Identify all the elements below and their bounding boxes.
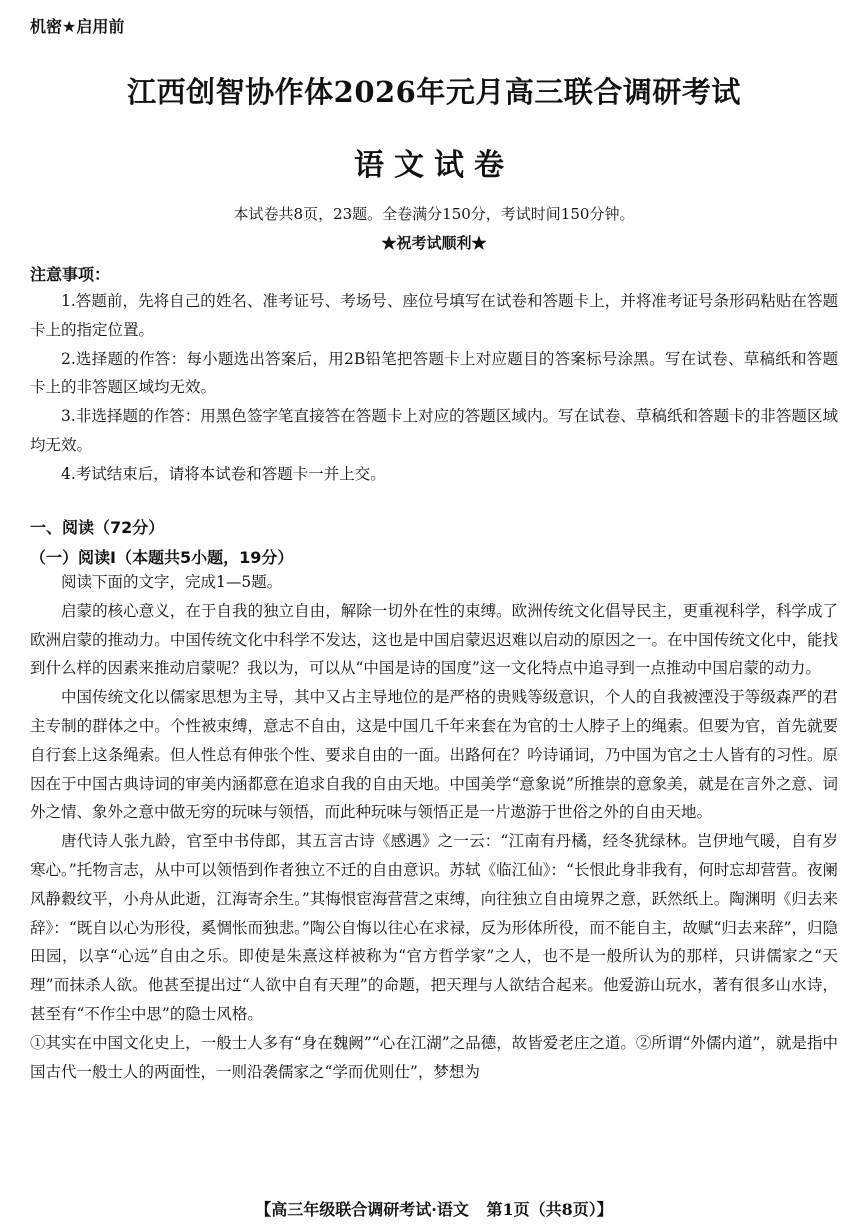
note-item: 1.答题前，先将自己的姓名、准考证号、考场号、座位号填写在试卷和答题卡上，并将准考证号条形码粘贴在答题卡上的指定位置。 (30, 292, 838, 339)
notes-list (30, 287, 838, 489)
notes-heading: 注意事项： (30, 265, 111, 284)
passage-paragraph: 唐代诗人张九龄，官至中书侍郎，其五言古诗《感遇》之一云：“江南有丹橘，经冬犹绿林。岂伊地气暖，自有岁寒心。”托物言志，从中可以领悟到作者独立不迁的自由意识。苏轼《临江仙》：“长恨此身非我有，何时忘却营营。夜阑风静縠纹平，小舟从此逝，江海寄余生。”其悔恨宦海营营之束缚，向往独立自由境界之意，跃然纸上。陶渊明《归去来辞》：“既自以心为形役，奚惆怅而独悲。”陶公自悔以往心在求禄，反为形体所役，而不能自主，故赋“归去来辞”，归隐田园，以享“心远”自由之乐。即使是朱熹这样被称为“官方哲学家”之人，也不是一般所认为的那样，只讲儒家之“天理”而抹杀人欲。他甚至提出过“人欲中自有天理”的命题，把天理与人欲结合起来。他爱游山玩水，著有很多山水诗，甚至有“不作尘中思”的隐士风格。 (30, 832, 838, 1023)
note-item: 4.考试结束后，请将本试卷和答题卡一并上交。 (61, 464, 386, 483)
subsection-heading: （一）阅读Ⅰ（本题共5小题，19分） (30, 548, 294, 567)
passage-paragraph: 启蒙的核心意义，在于自我的独立自由，解除一切外在性的束缚。欧洲传统文化倡导民主，更重视科学，科学成了欧洲启蒙的推动力。中国传统文化中科学不发达，这也是中国启蒙迟迟难以启动的原因之一。在中国传统文化中，能找到什么样的因素来推动启蒙呢？我以为，可以从“中国是诗的国度”这一文化特点中追寻到一点推动中国启蒙的动力。 (30, 601, 838, 678)
confidential-label: 机密★启用前 (30, 17, 125, 36)
subject-title: 语文试卷 (354, 148, 514, 183)
exam-title: 江西创智协作体2026年元月高三联合调研考试 (127, 75, 741, 109)
passage-paragraph: ①其实在中国文化史上，一般士人多有“身在魏阙”“心在江湖”之品德，故皆爱老庄之道。②所谓“外儒内道”，就是指中国古代一般士人的两面性，一则沿袭儒家之“学而优则仕”，梦想为 (30, 1033, 838, 1081)
footer-exam-label: 【高三年级联合调研考试·语文 (255, 1200, 469, 1219)
reading-passage (30, 568, 838, 1086)
footer-page-number: 第1页（共8页）】 (486, 1200, 613, 1219)
blessing-line: ★祝考试顺利★ (381, 234, 487, 252)
section-heading: 一、阅读（72分） (30, 518, 165, 537)
note-item: 2.选择题的作答：每小题选出答案后，用2B铅笔把答题卡上对应题目的答案标号涂黑。写在试卷、草稿纸和答题卡上的非答题区域均无效。 (30, 349, 838, 397)
note-item: 3.非选择题的作答：用黑色签字笔直接答在答题卡上对应的答题区域内。写在试卷、草稿纸和答题卡的非答题区域均无效。 (30, 407, 838, 454)
exam-info: 本试卷共8页，23题。全卷满分150分，考试时间150分钟。 (233, 205, 635, 223)
reading-instruction: 阅读下面的文字，完成1—5题。 (61, 573, 283, 591)
passage-paragraph: 中国传统文化以儒家思想为主导，其中又占主导地位的是严格的贵贱等级意识，个人的自我被湮没于等级森严的君主专制的群体之中。个性被束缚，意志不自由，这是中国几千年来套在为官的士人脖子上的绳索。但要为官，首先就要自行套上这条绳索。但人性总有伸张个性、要求自由的一面。出路何在？吟诗诵词，乃中国为官之士人皆有的习性。原因在于中国古典诗词的审美内涵都意在追求自我的自由天地。中国美学“意象说”所推崇的意象美，就是在言外之意、词外之情、象外之意中做无穷的玩味与领悟，而此种玩味与领悟正是一片遨游于世俗之外的自由天地。 (30, 688, 838, 822)
page-footer (0, 1197, 868, 1220)
